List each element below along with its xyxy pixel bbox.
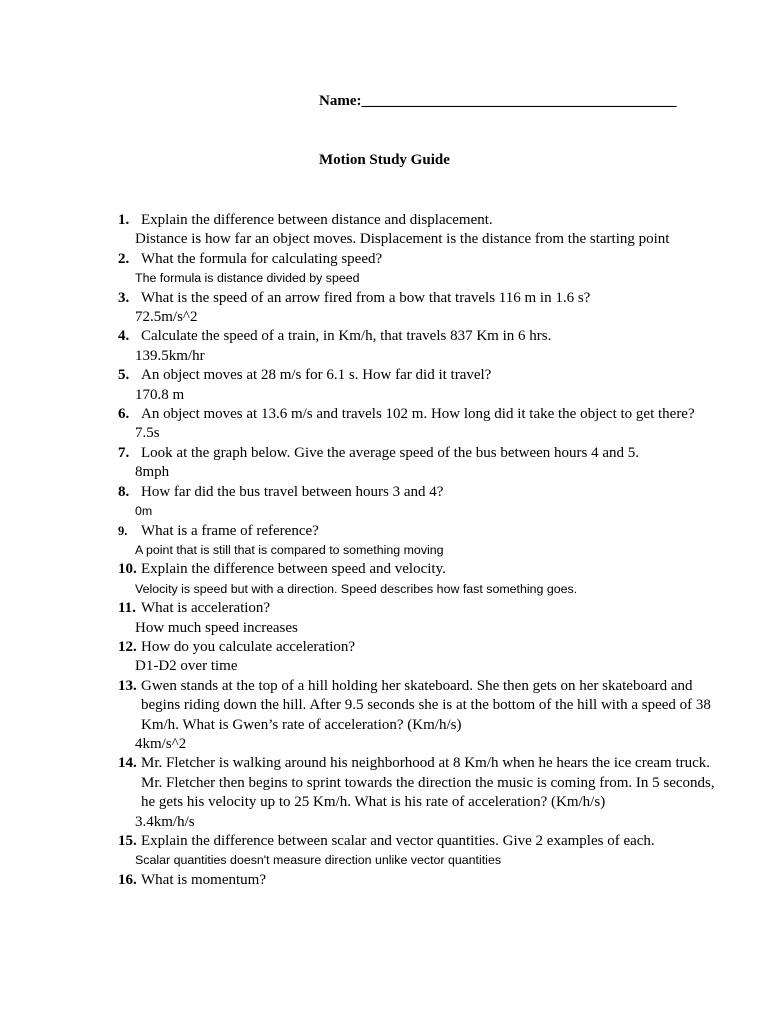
answer-10: Velocity is speed but with a direction. Speed describes how fast something goes. bbox=[135, 581, 578, 596]
question-2 bbox=[118, 250, 718, 269]
answer-2: The formula is distance divided by speed bbox=[135, 271, 360, 286]
question-number: 4. bbox=[118, 328, 130, 345]
question-11 bbox=[118, 599, 718, 618]
question-14 bbox=[118, 754, 718, 812]
name-field-label: Name:__________________________________________ bbox=[319, 93, 677, 109]
question-text: What is momentum? bbox=[141, 871, 266, 888]
answer-6: 7.5s bbox=[135, 425, 160, 442]
answer-3: 72.5m/s^2 bbox=[135, 309, 198, 326]
answer-9: A point that is still that is compared to something moving bbox=[135, 542, 444, 557]
question-list bbox=[118, 211, 718, 890]
question-number: 11. bbox=[118, 600, 136, 617]
question-text: Explain the difference between scalar and vector quantities. Give 2 examples of each. bbox=[141, 833, 655, 849]
question-5 bbox=[118, 366, 718, 385]
question-number: 1. bbox=[118, 212, 130, 228]
question-text: What is acceleration? bbox=[141, 600, 271, 617]
answer-15: Scalar quantities doesn't measure direction unlike vector quantities bbox=[135, 853, 502, 868]
question-text: What is the speed of an arrow fired from a bow that travels 116 m in 1.6 s? bbox=[141, 289, 591, 306]
question-number: 16. bbox=[118, 871, 137, 888]
answer-8: 0m bbox=[135, 504, 153, 519]
question-number: 14. bbox=[118, 755, 137, 772]
question-3 bbox=[118, 289, 718, 308]
question-number: 2. bbox=[118, 250, 130, 267]
question-16 bbox=[118, 871, 718, 890]
question-10 bbox=[118, 560, 718, 579]
question-number: 5. bbox=[118, 367, 130, 384]
answer-1: Distance is how far an object moves. Displacement is the distance from the starting point bbox=[135, 231, 670, 248]
answer-12: D1-D2 over time bbox=[135, 658, 238, 675]
question-number: 6. bbox=[118, 406, 130, 423]
question-9 bbox=[118, 522, 718, 541]
question-text: What is a frame of reference? bbox=[141, 522, 319, 539]
question-6 bbox=[118, 405, 718, 424]
question-text: Calculate the speed of a train, in Km/h, that travels 837 Km in 6 hrs. bbox=[141, 328, 552, 345]
question-text: Explain the difference between speed and velocity. bbox=[141, 561, 446, 578]
answer-14: 3.4km/h/s bbox=[135, 813, 195, 830]
question-number: 9. bbox=[118, 523, 128, 538]
question-text: What the formula for calculating speed? bbox=[141, 250, 383, 267]
question-text: An object moves at 28 m/s for 6.1 s. How far did it travel? bbox=[141, 367, 492, 384]
question-text: Explain the difference between distance and displacement. bbox=[141, 212, 493, 228]
question-text: How do you calculate acceleration? bbox=[141, 638, 356, 655]
question-1 bbox=[118, 211, 718, 230]
question-12 bbox=[118, 638, 718, 657]
question-text: How far did the bus travel between hours 3 and 4? bbox=[141, 483, 444, 500]
question-number: 10. bbox=[118, 561, 137, 578]
question-4 bbox=[118, 327, 718, 346]
answer-13: 4km/s^2 bbox=[135, 735, 187, 752]
question-text: Gwen stands at the top of a hill holding her skateboard. She then gets on her skateboard and begins riding down the hill. After 9.5 seconds she is at the bottom of the hill with a speed of 38 Km/h. What is Gwen’s rate of acceleration? (Km/h/s) bbox=[141, 677, 711, 733]
question-8 bbox=[118, 483, 718, 502]
question-text: Mr. Fletcher is walking around his neighborhood at 8 Km/h when he hears the ice cream truck. Mr. Fletcher then begins to sprint towards the direction the music is coming from. In 5 seconds, he gets his velocity up to 25 Km/h. What is his rate of acceleration? (Km/h/s) bbox=[141, 755, 715, 811]
question-number: 13. bbox=[118, 677, 137, 694]
answer-5: 170.8 m bbox=[135, 386, 185, 403]
question-number: 8. bbox=[118, 483, 130, 500]
document-title: Motion Study Guide bbox=[319, 152, 450, 168]
answer-7: 8mph bbox=[135, 464, 170, 481]
question-number: 15. bbox=[118, 833, 137, 849]
question-15 bbox=[118, 832, 718, 851]
question-number: 3. bbox=[118, 289, 130, 306]
answer-11: How much speed increases bbox=[135, 619, 298, 636]
question-number: 12. bbox=[118, 638, 137, 655]
question-text: Look at the graph below. Give the average speed of the bus between hours 4 and 5. bbox=[141, 444, 640, 461]
question-number: 7. bbox=[118, 444, 130, 461]
question-text: An object moves at 13.6 m/s and travels 102 m. How long did it take the object to get there? bbox=[141, 406, 695, 423]
answer-4: 139.5km/hr bbox=[135, 347, 205, 364]
question-7 bbox=[118, 444, 718, 463]
question-13 bbox=[118, 677, 718, 735]
